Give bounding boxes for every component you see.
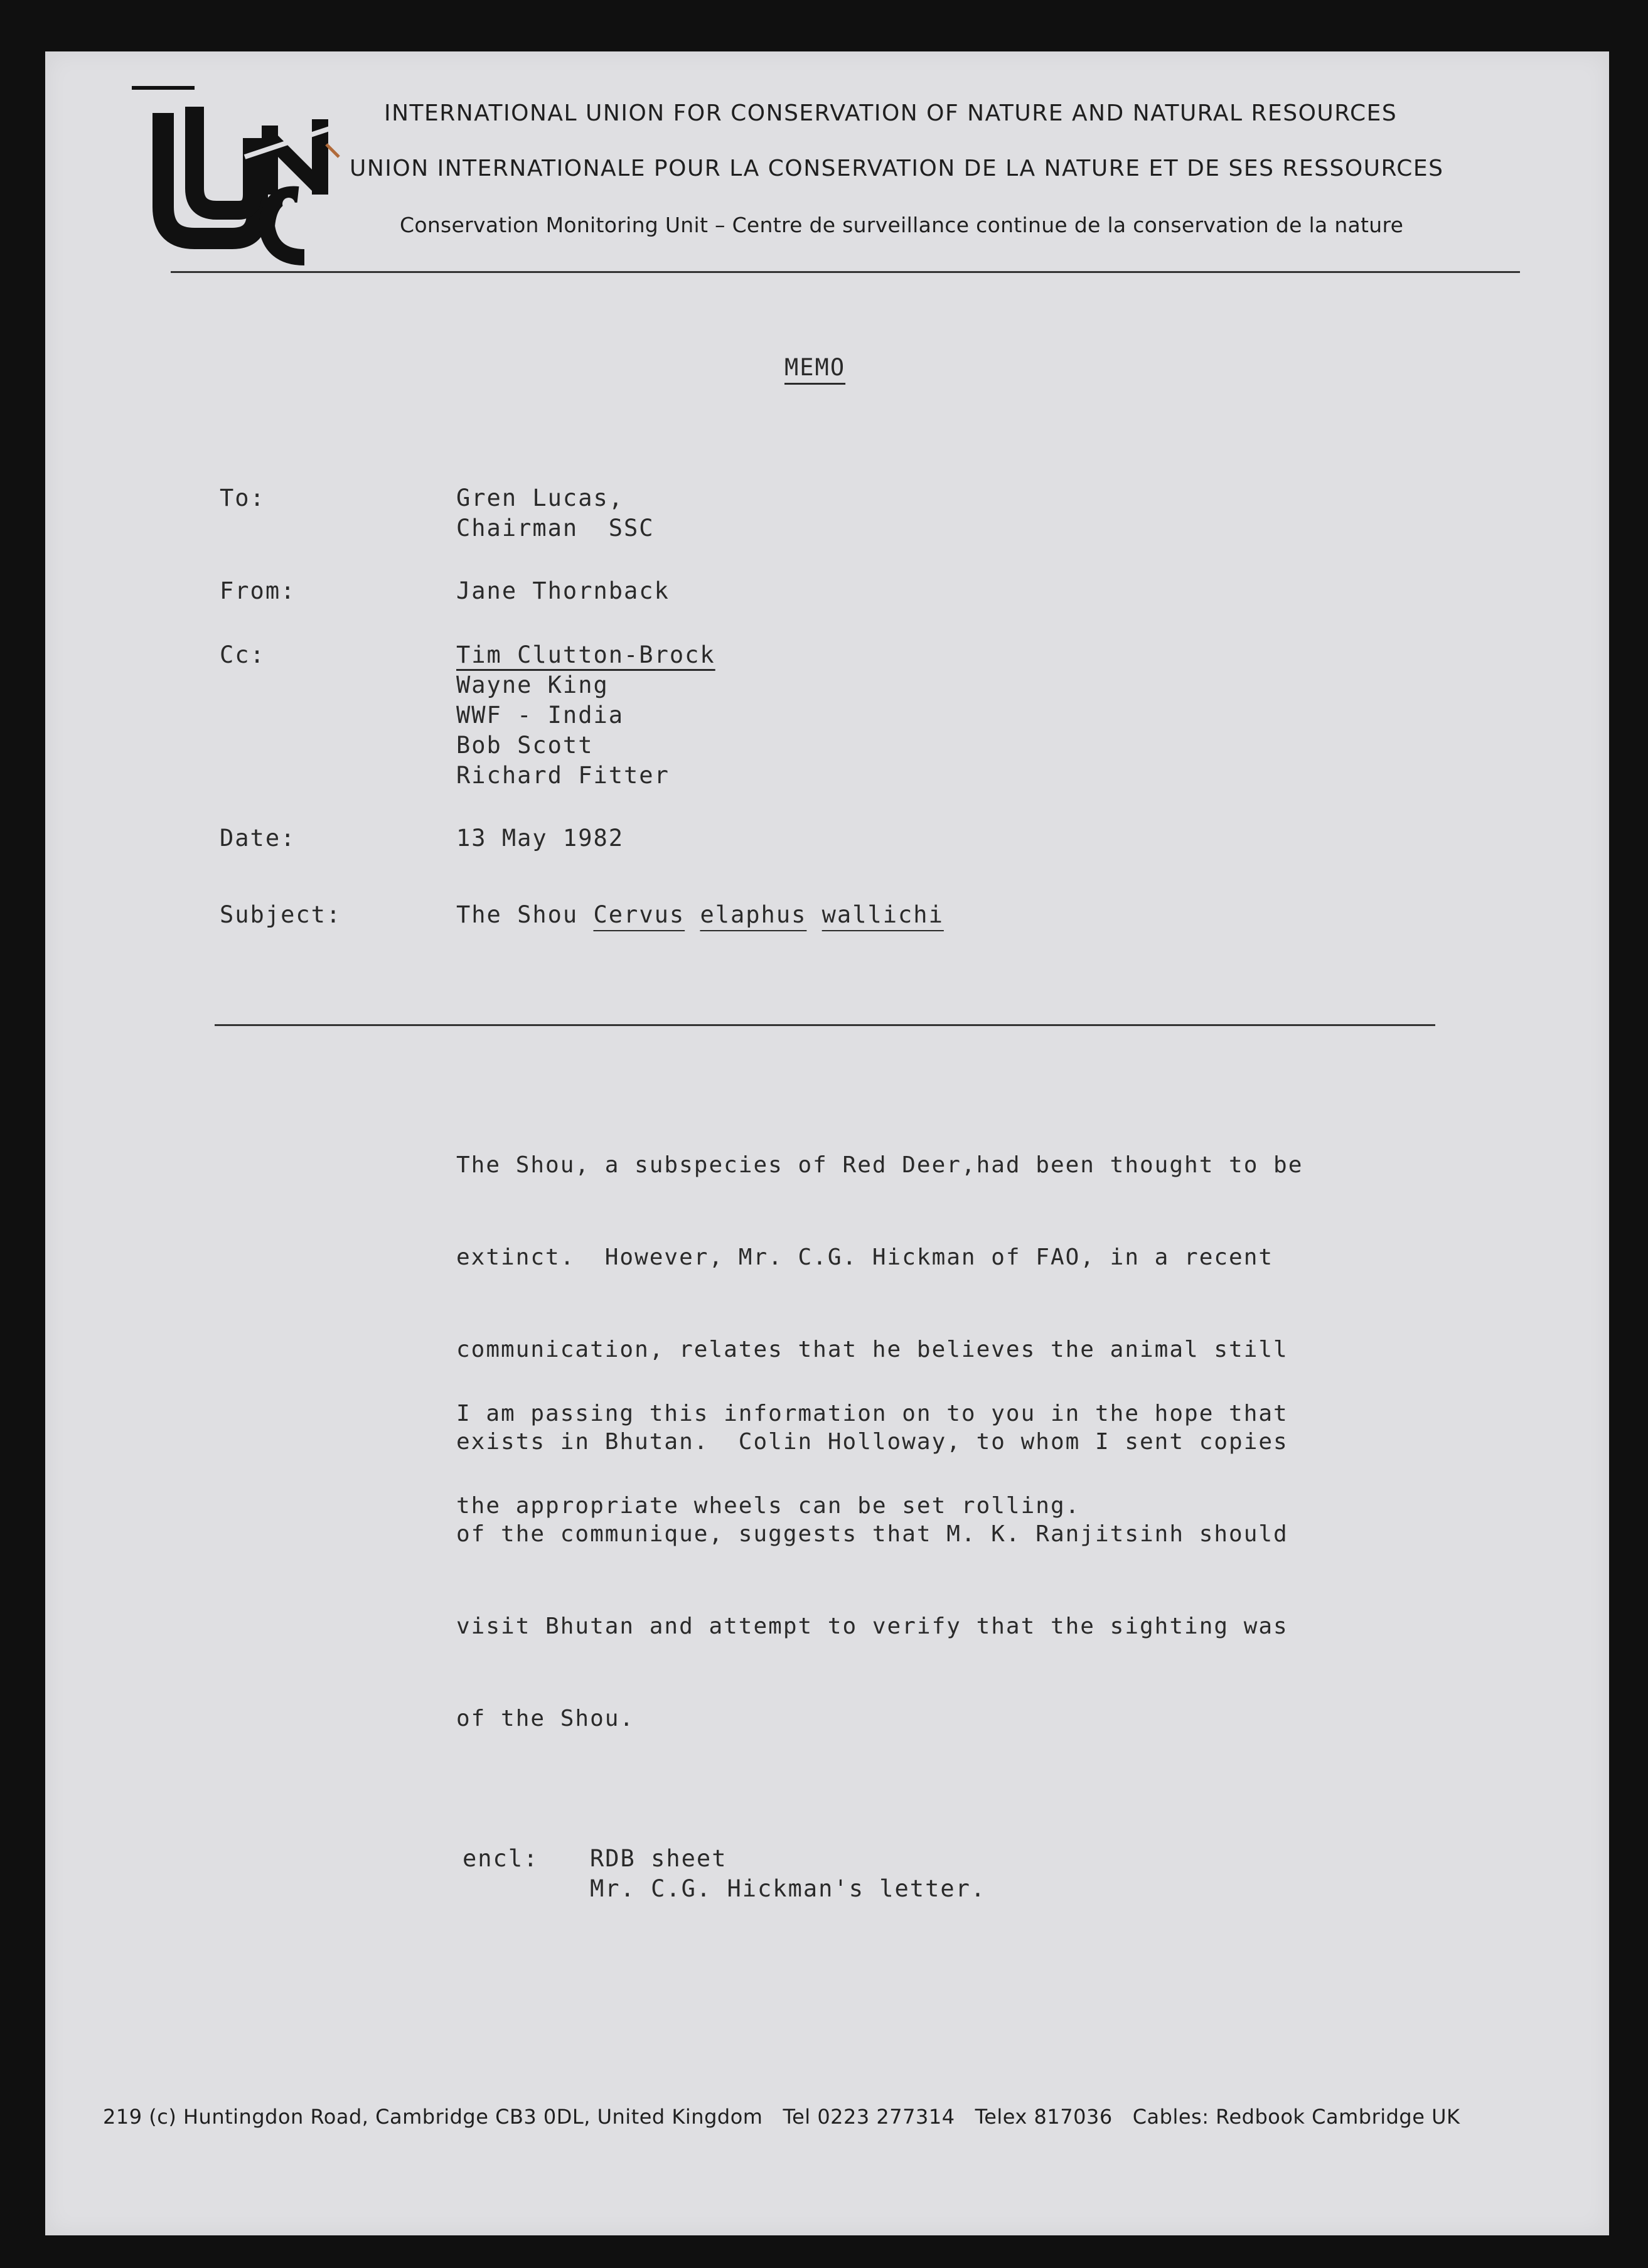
to-label: To: — [220, 484, 265, 511]
org-name-french: UNION INTERNATIONALE POUR LA CONSERVATION DE LA NATURE ET DE SES RESSOURCES — [350, 156, 1444, 181]
unit-name: Conservation Monitoring Unit – Centre de surveillance continue de la conservation de la nature — [400, 213, 1404, 237]
memo-title: MEMO — [784, 354, 846, 381]
body-line: I am passing this information on to you in the hope that — [456, 1401, 1288, 1426]
body-line: exists in Bhutan. Colin Holloway, to whom I sent copies — [456, 1429, 1288, 1455]
subject-genus: Cervus — [593, 901, 685, 928]
memo-sheet — [45, 51, 1609, 2235]
subject-subspecies: wallichi — [821, 901, 944, 928]
body-line: of the Shou. — [456, 1706, 635, 1731]
subject-label: Subject: — [220, 901, 342, 928]
cc-item: Richard Fitter — [456, 762, 670, 789]
footer-address: 219 (c) Huntingdon Road, Cambridge CB3 0DL, United Kingdom Tel 0223 277314 Telex 817036 Cables: Redbook Cambridge UK — [103, 2105, 1460, 2129]
cc-item: Wayne King — [456, 671, 609, 698]
subject-value — [456, 901, 944, 928]
header-divider — [215, 1024, 1435, 1026]
enclosure-item: Mr. C.G. Hickman's letter. — [590, 1875, 987, 1902]
body-line: visit Bhutan and attempt to verify that the sighting was — [456, 1613, 1288, 1639]
subject-prefix: The Shou — [456, 901, 579, 928]
org-name-english: INTERNATIONAL UNION FOR CONSERVATION OF NATURE AND NATURAL RESOURCES — [384, 100, 1398, 126]
from-label: From: — [220, 577, 296, 604]
to-title: Chairman SSC — [456, 515, 655, 542]
body-paragraph-2 — [456, 1337, 1288, 1583]
letterhead-divider — [171, 271, 1520, 273]
body-line: communication, relates that he believes the animal still — [456, 1337, 1288, 1362]
iucn-logo — [88, 69, 364, 276]
to-name: Gren Lucas, — [456, 484, 624, 511]
date-value: 13 May 1982 — [456, 825, 624, 852]
cc-label: Cc: — [220, 641, 265, 668]
body-line: of the communique, suggests that M. K. Ranjitsinh should — [456, 1521, 1288, 1547]
subject-species: elaphus — [700, 901, 807, 928]
cc-item: WWF - India — [456, 702, 624, 729]
cc-item: Bob Scott — [456, 732, 594, 759]
body-line: extinct. However, Mr. C.G. Hickman of FAO, in a recent — [456, 1244, 1274, 1270]
from-value: Jane Thornback — [456, 577, 670, 604]
enclosure-item: RDB sheet — [590, 1845, 727, 1872]
body-line: The Shou, a subspecies of Red Deer,had been thought to be — [456, 1152, 1303, 1178]
enclosures-label: encl: — [463, 1845, 539, 1872]
date-label: Date: — [220, 825, 296, 852]
body-line: the appropriate wheels can be set rolling. — [456, 1493, 1081, 1519]
cc-item: Tim Clutton-Brock — [456, 641, 715, 668]
